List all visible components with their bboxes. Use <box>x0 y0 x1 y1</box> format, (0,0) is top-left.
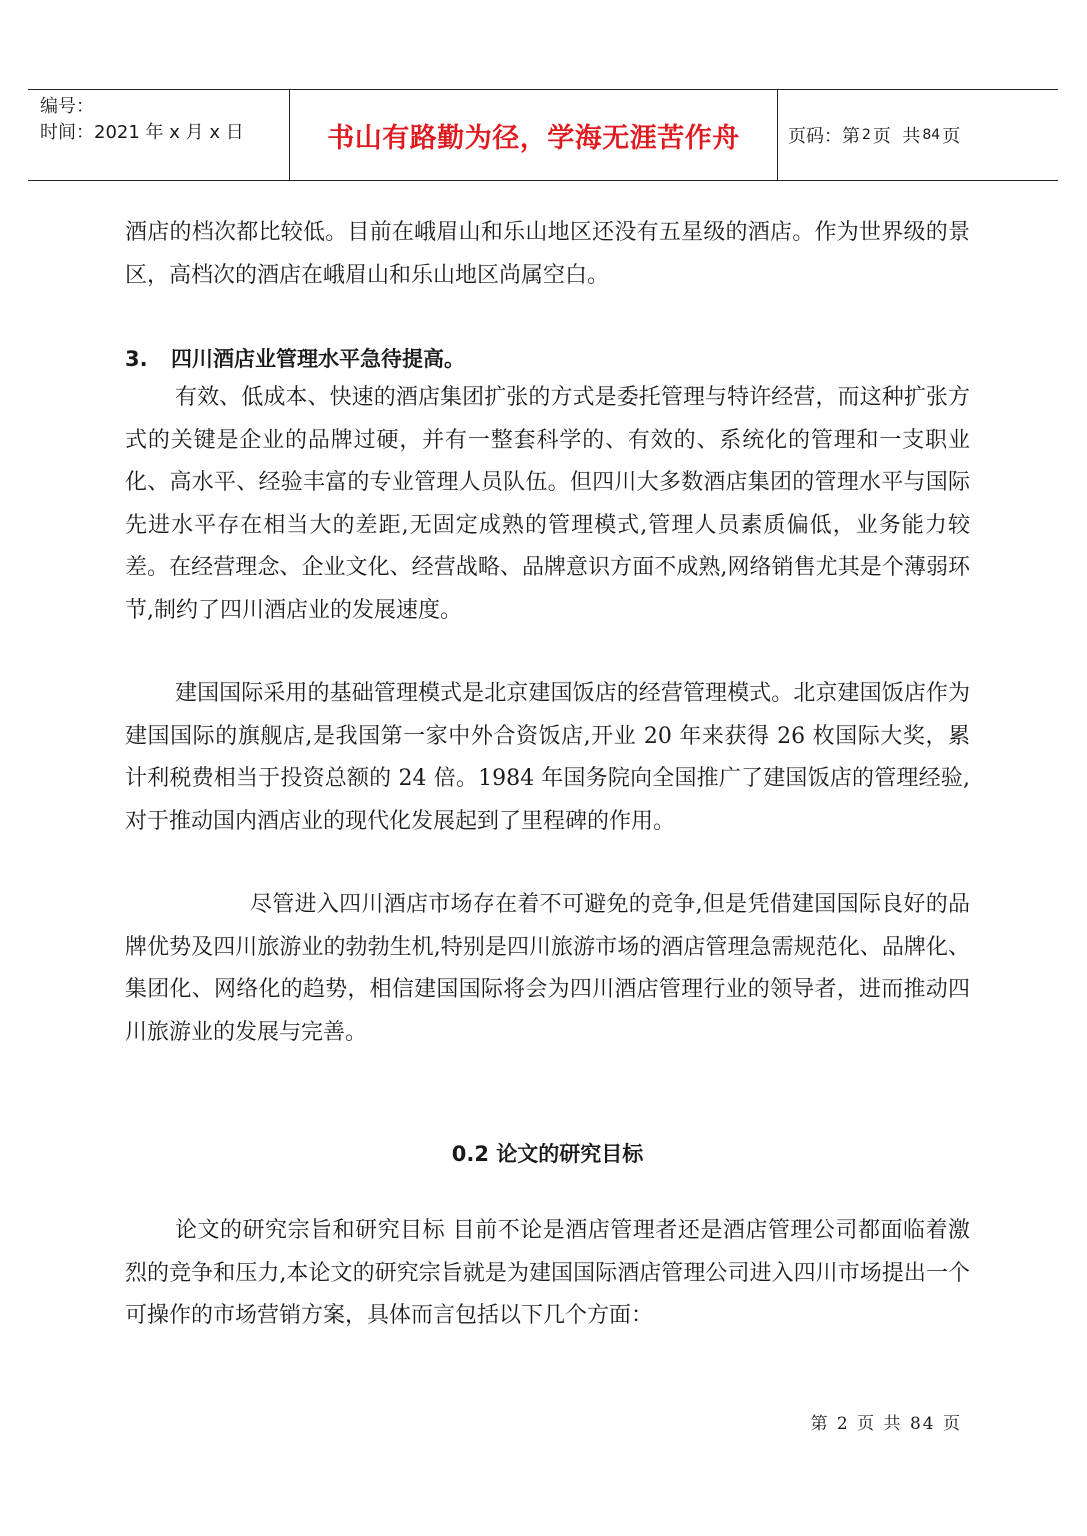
page-prefix: 页码：第 <box>788 126 860 147</box>
paragraph: 尽管进入四川酒店市场存在着不可避免的竞争,但是凭借建国国际良好的品牌优势及四川旅游业的勃勃生机,特别是四川旅游市场的酒店管理急需规范化、品牌化、集团化、网络化的趋势，相信建国国际将会为四川酒店管理行业的领导者，进而推动四川旅游业的发展与完善。 <box>125 892 970 1045</box>
page-footer: 第 2 页 共 84 页 <box>810 1414 962 1434</box>
subheading-text: 四川酒店业管理水平急待提高。 <box>171 347 465 371</box>
paragraph: 论文的研究宗旨和研究目标 目前不论是酒店管理者还是酒店管理公司都面临着激烈的竞争和压力,本论文的研究宗旨就是为建国国际酒店管理公司进入四川市场提出一个可操作的市场营销方案，具体而言包括以下几个方面： <box>125 1218 970 1328</box>
paragraph: 有效、低成本、快速的酒店集团扩张的方式是委托管理与特许经营，而这种扩张方式的关键是企业的品牌过硬，并有一整套科学的、有效的、系统化的管理和一支职业化、高水平、经验丰富的专业管理人员队伍。但四川大多数酒店集团的管理水平与国际先进水平存在相当大的差距,无固定成熟的管理模式,管理人员素质偏低，业务能力较差。在经营理念、企业文化、经营战略、品牌意识方面不成熟,网络销售尤其是个薄弱环节,制约了四川酒店业的发展速度。 <box>125 385 970 623</box>
paragraph: 建国国际采用的基础管理模式是北京建国饭店的经营管理模式。北京建国饭店作为建国国际的旗舰店,是我国第一家中外合资饭店,开业 20 年来获得 26 枚国际大奖，累计利税费相当于投资总额的 24 倍。1984 年国务院向全国推广了建国饭店的管理经验,对于推动国内酒店业的现代化发展起到了里程碑的作用。 <box>125 681 970 834</box>
page-middle: 页 共 <box>872 126 921 147</box>
intro-paragraph: 酒店的档次都比较低。目前在峨眉山和乐山地区还没有五星级的酒店。作为世界级的景区，高档次的酒店在峨眉山和乐山地区尚属空白。 <box>125 220 970 288</box>
subheading-number: 3. <box>125 347 148 371</box>
subheading <box>125 341 970 377</box>
motto-text: 书山有路勤为径，学海无涯苦作舟 <box>327 122 740 154</box>
header-motto-cell <box>290 90 778 180</box>
document-body <box>125 212 970 1338</box>
page-total: 84 <box>922 127 941 143</box>
page-current: 2 <box>862 127 871 143</box>
time-label: 时间：2021 年 x 月 x 日 <box>40 122 244 143</box>
page-suffix: 页 <box>942 126 961 147</box>
header-page-cell <box>778 90 1058 180</box>
serial-label: 编号： <box>40 96 94 117</box>
page-header <box>28 89 1058 181</box>
header-meta-cell <box>28 90 290 180</box>
section-title: 0.2 论文的研究目标 <box>451 1142 644 1166</box>
